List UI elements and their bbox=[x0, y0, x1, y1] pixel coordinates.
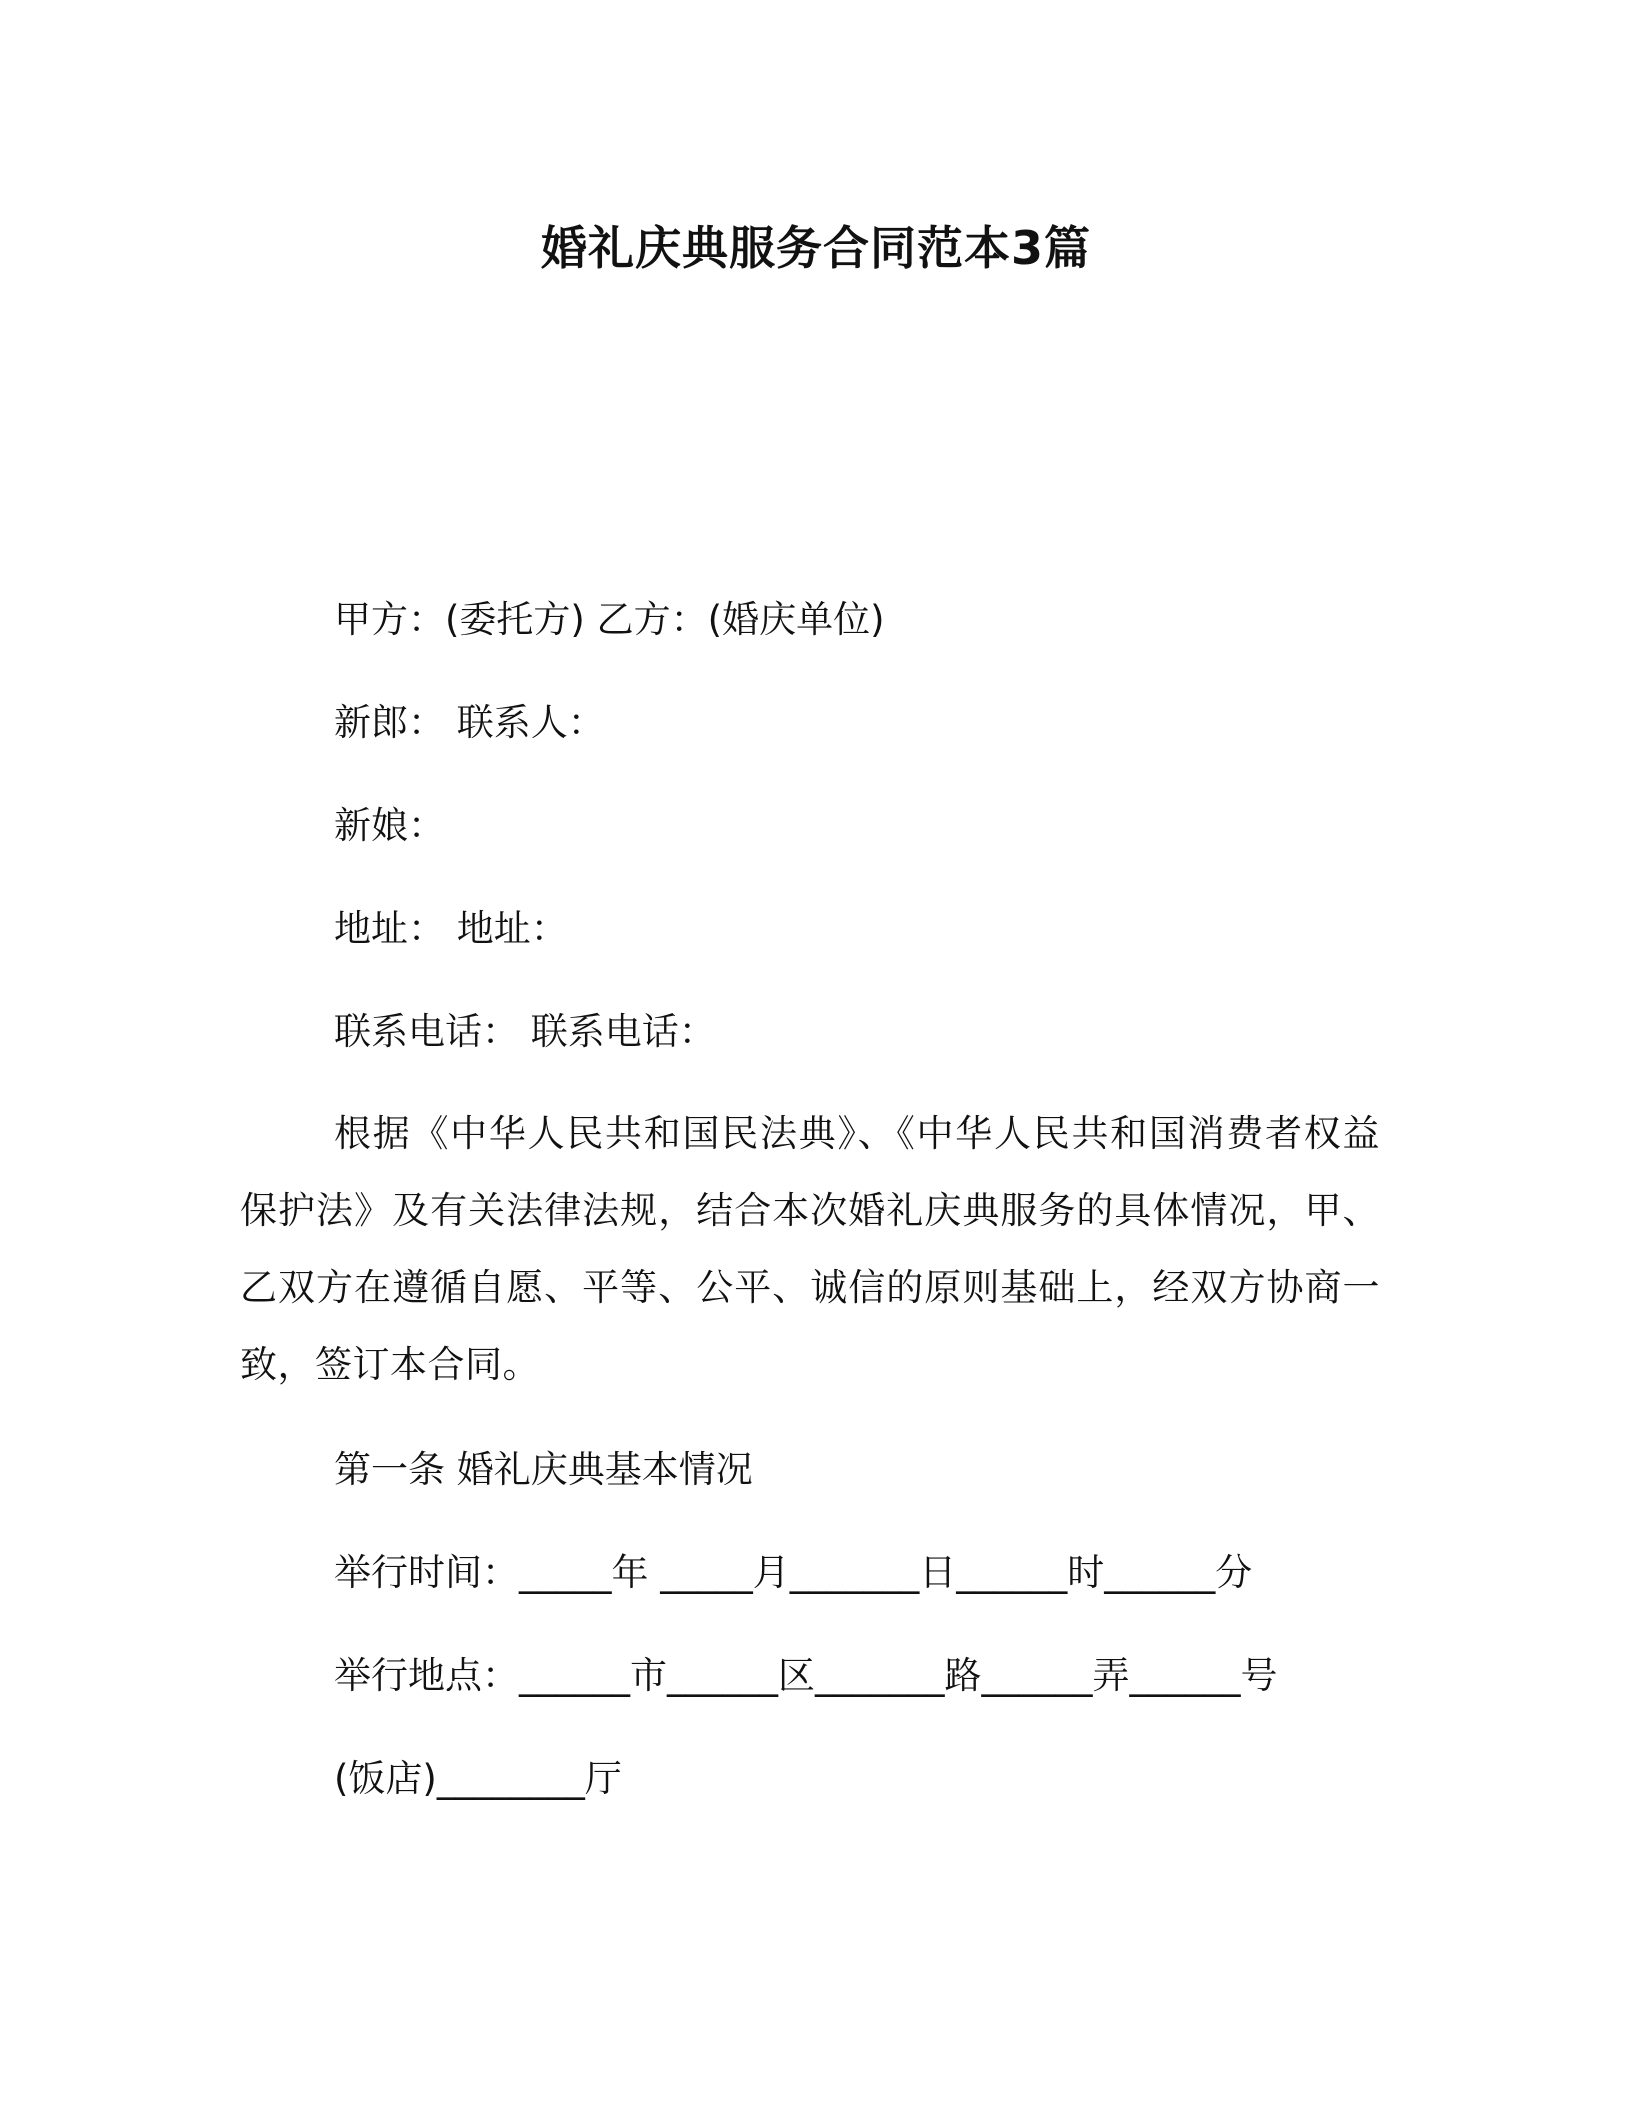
article-1-heading: 第一条 婚礼庆典基本情况 bbox=[334, 1448, 753, 1491]
hotel-hall-line: (饭店)________厅 bbox=[334, 1757, 622, 1800]
phone-line: 联系电话： 联系电话： bbox=[334, 1010, 716, 1053]
intro-paragraph bbox=[240, 1095, 1380, 1403]
intro-paragraph-text: 根据《中华人民共和国民法典》、《中华人民共和国消费者权益保护法》及有关法律法规，结合本次婚礼庆典服务的具体情况，甲、乙双方在遵循自愿、平等、公平、诚信的原则基础上，经双方协商一致，签订本合同。 bbox=[240, 1112, 1380, 1386]
ceremony-time-line: 举行时间：_____年 _____月_______日______时______分 bbox=[334, 1551, 1253, 1594]
document-title: 婚礼庆典服务合同范本3篇 bbox=[540, 221, 1091, 275]
groom-contact-line: 新郎： 联系人： bbox=[334, 701, 605, 744]
party-line: 甲方：(委托方) 乙方：(婚庆单位) bbox=[334, 598, 885, 641]
ceremony-place-line: 举行地点：______市______区_______路______弄______号 bbox=[334, 1654, 1278, 1697]
address-line: 地址： 地址： bbox=[334, 907, 568, 950]
bride-line: 新娘： bbox=[334, 804, 445, 847]
